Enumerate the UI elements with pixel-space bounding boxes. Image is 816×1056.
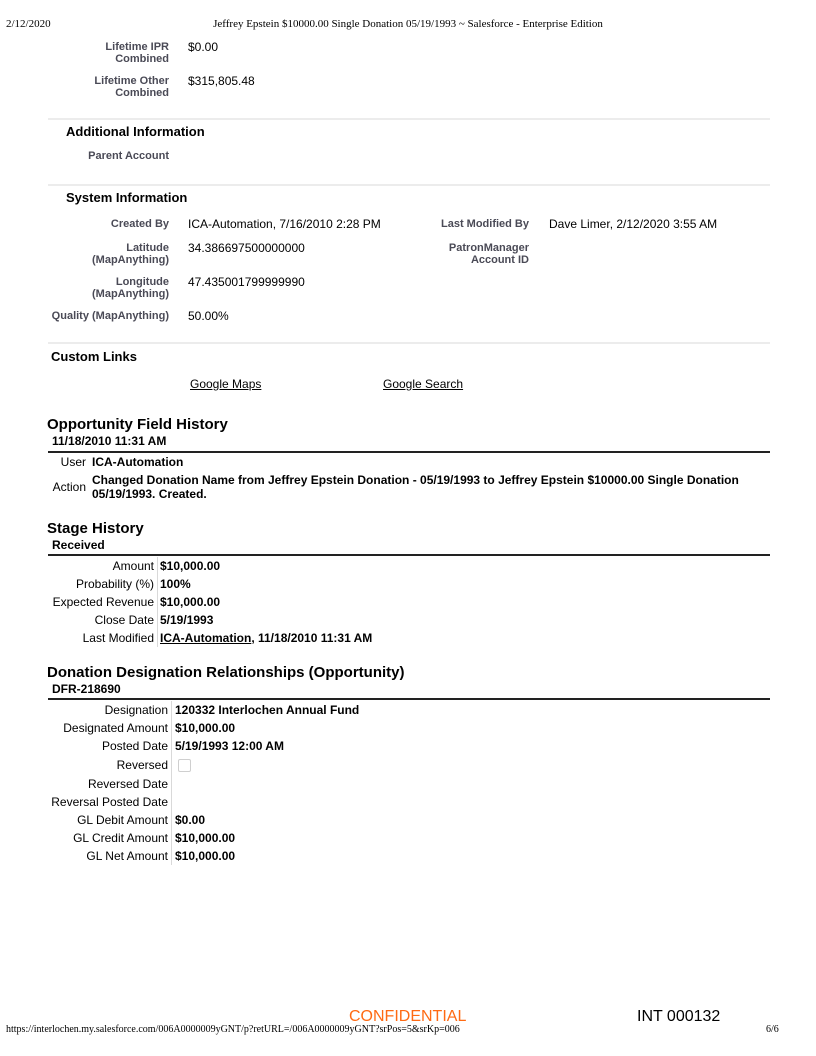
patron-account-id-label: PatronManager Account ID — [448, 242, 529, 266]
gl-credit-amount-label: GL Credit Amount — [73, 831, 168, 845]
column-divider — [171, 701, 172, 865]
reversed-checkbox[interactable] — [178, 759, 191, 772]
page-number: 6/6 — [766, 1024, 779, 1035]
posted-date-label: Posted Date — [101, 739, 168, 753]
quality-label: Quality (MapAnything) — [51, 310, 169, 322]
system-information-title: System Information — [66, 190, 188, 205]
history-timestamp: 11/18/2010 11:31 AM — [52, 434, 167, 448]
close-date-value: 5/19/1993 — [160, 613, 214, 627]
section-rule — [48, 451, 770, 453]
designated-amount-value: $10,000.00 — [175, 721, 236, 735]
print-url: https://interlochen.my.salesforce.com/006A0000009yGNT/p?retURL=/006A0000009yGNT?srPos=5&srKp=006 — [6, 1024, 460, 1035]
section-rule — [48, 554, 770, 556]
action-label: Action — [52, 480, 86, 494]
quality-value: 50.00% — [188, 309, 229, 323]
stage-history-title: Stage History — [47, 520, 144, 537]
ica-automation-link[interactable]: ICA-Automation — [160, 631, 252, 645]
designation-value: 120332 Interlochen Annual Fund — [175, 703, 360, 717]
designation-record: DFR-218690 — [52, 682, 121, 696]
stage-name: Received — [52, 538, 105, 552]
gl-net-amount-value: $10,000.00 — [175, 849, 236, 863]
print-title: Jeffrey Epstein $10000.00 Single Donation 05/19/1993 ~ Salesforce - Enterprise Edition — [213, 18, 603, 30]
section-divider — [48, 184, 770, 186]
gl-net-amount-label: GL Net Amount — [86, 849, 168, 863]
google-maps-link[interactable]: Google Maps — [190, 377, 262, 391]
parent-account-label: Parent Account — [88, 150, 169, 162]
designation-label: Designation — [104, 703, 168, 717]
user-label: User — [60, 455, 86, 469]
additional-information-title: Additional Information — [66, 124, 205, 139]
confidential-stamp: CONFIDENTIAL — [349, 1008, 467, 1025]
probability-label: Probability (%) — [75, 577, 154, 591]
print-date: 2/12/2020 — [6, 18, 51, 30]
created-by-value: ICA-Automation, 7/16/2010 2:28 PM — [188, 217, 381, 231]
opportunity-field-history-title: Opportunity Field History — [47, 416, 228, 433]
custom-links-title: Custom Links — [51, 349, 137, 364]
section-rule — [48, 698, 770, 700]
reversal-posted-date-label: Reversal Posted Date — [51, 795, 168, 809]
user-value: ICA-Automation — [92, 455, 184, 469]
lifetime-other-label: Lifetime Other Combined — [94, 75, 169, 99]
last-modified-by-label: Last Modified By — [440, 218, 529, 230]
expected-revenue-label: Expected Revenue — [52, 595, 154, 609]
section-divider — [48, 118, 770, 120]
last-modified-label: Last Modified — [82, 631, 154, 645]
bates-number: INT 000132 — [637, 1008, 721, 1025]
probability-value: 100% — [160, 577, 191, 591]
lifetime-ipr-label: Lifetime IPR Combined — [105, 41, 169, 65]
amount-value: $10,000.00 — [160, 559, 221, 573]
reversed-label: Reversed — [116, 758, 168, 772]
print-header — [0, 18, 816, 34]
donation-designation-title: Donation Designation Relationships (Opportunity) — [47, 664, 405, 681]
section-divider — [48, 342, 770, 344]
lifetime-other-value: $315,805.48 — [188, 74, 255, 88]
longitude-value: 47.435001799999990 — [188, 275, 305, 289]
expected-revenue-value: $10,000.00 — [160, 595, 221, 609]
google-search-link[interactable]: Google Search — [383, 377, 464, 391]
column-divider — [157, 557, 158, 647]
last-modified-value: ICA-Automation, 11/18/2010 11:31 AM — [160, 631, 373, 645]
latitude-value: 34.386697500000000 — [188, 241, 305, 255]
action-value: Changed Donation Name from Jeffrey Epstein Donation - 05/19/1993 to Jeffrey Epstein $10000.00 Single Donation 05/19/1993. Created. — [92, 473, 739, 501]
designated-amount-label: Designated Amount — [63, 721, 168, 735]
created-by-label: Created By — [110, 218, 169, 230]
close-date-label: Close Date — [94, 613, 154, 627]
gl-debit-amount-label: GL Debit Amount — [77, 813, 168, 827]
reversed-date-label: Reversed Date — [87, 777, 168, 791]
posted-date-value: 5/19/1993 12:00 AM — [175, 739, 284, 753]
last-modified-by-value: Dave Limer, 2/12/2020 3:55 AM — [549, 217, 718, 231]
amount-label: Amount — [112, 559, 154, 573]
lifetime-ipr-value: $0.00 — [188, 40, 219, 54]
gl-credit-amount-value: $10,000.00 — [175, 831, 236, 845]
longitude-label: Longitude (MapAnything) — [92, 276, 169, 300]
latitude-label: Latitude (MapAnything) — [92, 242, 169, 266]
gl-debit-amount-value: $0.00 — [175, 813, 206, 827]
